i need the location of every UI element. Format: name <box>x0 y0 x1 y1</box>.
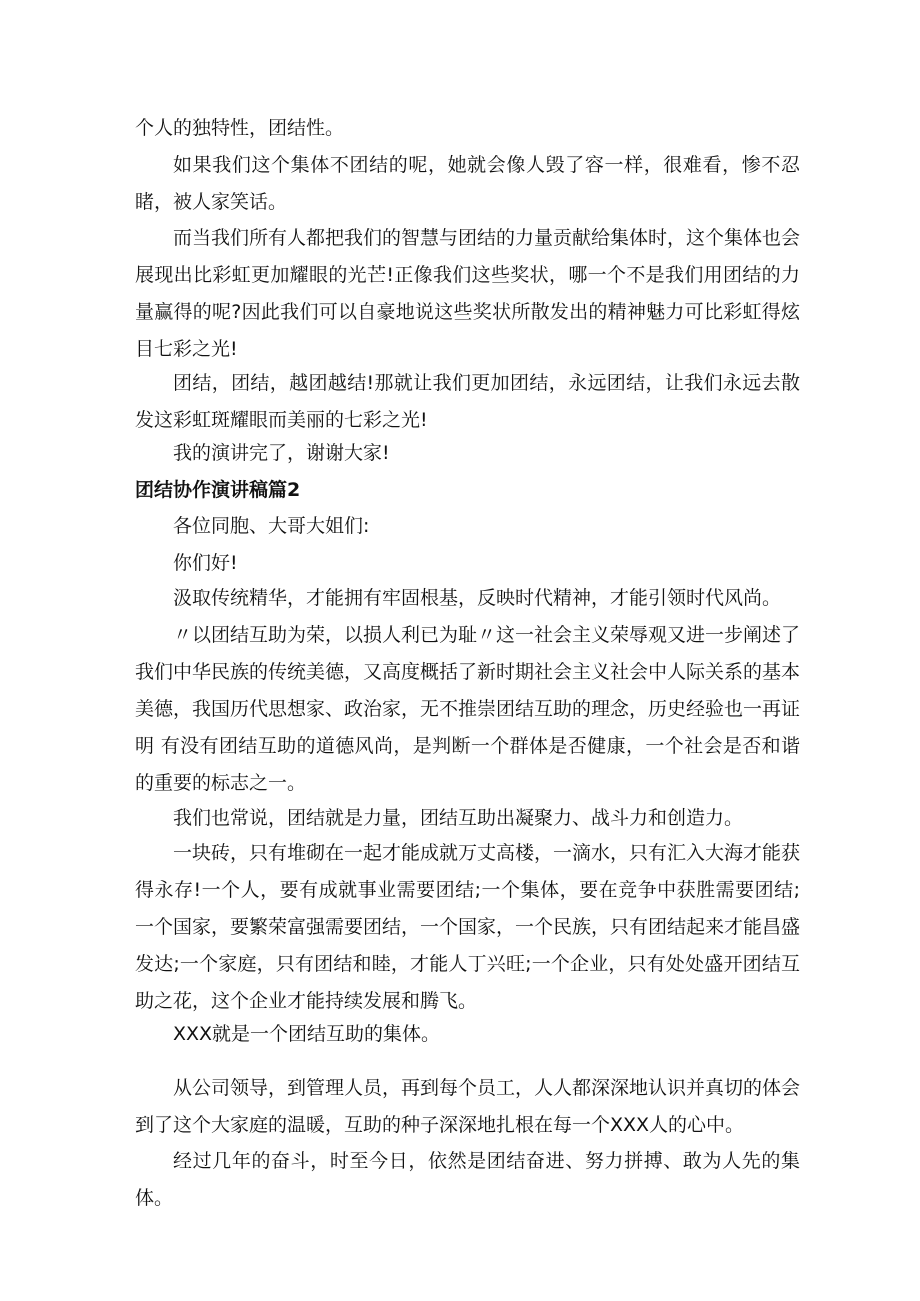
paragraph: 各位同胞、大哥大姐们: <box>173 515 370 537</box>
paragraph: 个人的独特性，团结性。 <box>135 117 345 139</box>
paragraph: 团结，团结，越团越结!那就让我们更加团结，永远团结，让我们永远去散发这彩虹斑耀眼而美丽的七彩之光! <box>135 372 800 431</box>
section-heading: 团结协作演讲稿篇2 <box>135 479 301 501</box>
paragraph: 一块砖，只有堆砌在一起才能成就万丈高楼，一滴水，只有汇入大海才能获得永存!一个人，要有成就事业需要团结;一个集体，要在竞争中获胜需要团结;一个国家，要繁荣富强需要团结，一个国家，一个民族，只有团结起来才能昌盛发达;一个家庭，只有团结和睦，才能人丁兴旺;一个企业，只有处处盛开团结互助之花，这个企业才能持续发展和腾飞。 <box>135 842 801 1012</box>
paragraph: 你们好! <box>173 552 238 574</box>
paragraph: 〃以团结互助为荣，以损人利已为耻〃这一社会主义荣辱观又进一步阐述了我们中华民族的传统美德，又高度概括了新时期社会主义社会中人际关系的基本美德，我国历代思想家、政治家，无不推崇团结互助的理念，历史经验也一再证明 有没有团结互助的道德风尚，是判断一个群体是否健康，一个社会是否和谐的重要的标志之一。 <box>135 624 801 794</box>
paragraph: 我们也常说，团结就是力量，团结互助出凝聚力、战斗力和创造力。 <box>173 807 744 829</box>
paragraph: 而当我们所有人都把我们的智慧与团结的力量贡献给集体时，这个集体也会展现出比彩虹更加耀眼的光芒!正像我们这些奖状，哪一个不是我们用团结的力量赢得的呢?因此我们可以自豪地说这些奖状所散发出的精神魅力可比彩虹得炫目七彩之光! <box>135 227 801 360</box>
paragraph: 经过几年的奋斗，时至今日，依然是团结奋进、努力拼搏、敢为人先的集体。 <box>135 1150 800 1209</box>
paragraph: 汲取传统精华，才能拥有牢固根基，反映时代精神，才能引领时代风尚。 <box>173 587 782 609</box>
paragraph: 如果我们这个集体不团结的呢，她就会像人毁了容一样，很难看，惨不忍睹，被人家笑话。 <box>135 154 800 213</box>
paragraph: XXX就是一个团结互助的集体。 <box>173 1023 441 1045</box>
paragraph: 我的演讲完了，谢谢大家! <box>173 442 390 464</box>
paragraph: 从公司领导，到管理人员，再到每个员工，人人都深深地认识并真切的体会到了这个大家庭的温暖，互助的种子深深地扎根在每一个XXX人的心中。 <box>135 1077 801 1136</box>
